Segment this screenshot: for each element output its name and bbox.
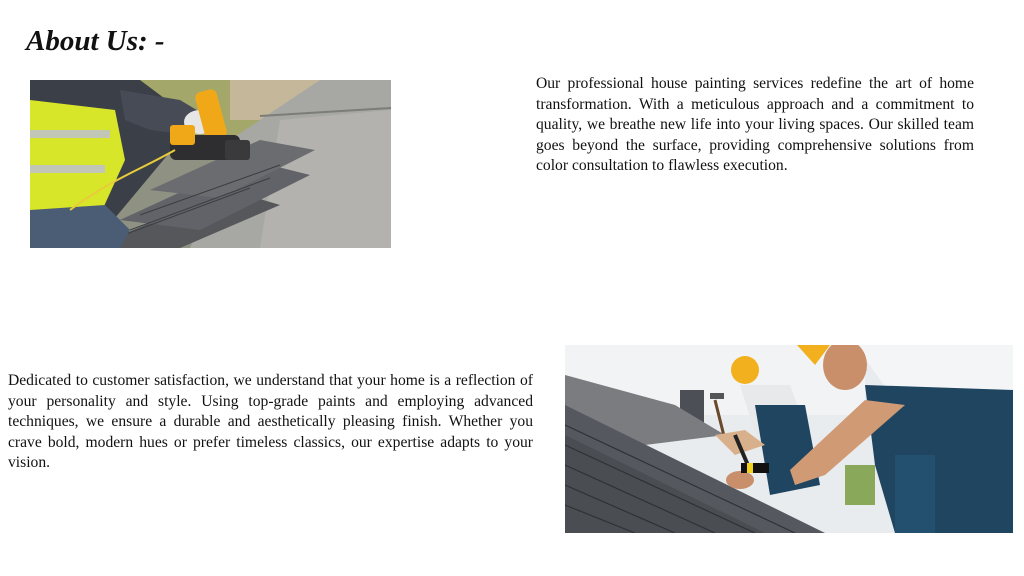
roofers-hammering-illustration bbox=[565, 345, 1013, 533]
roofers-hammering-photo bbox=[565, 345, 1013, 533]
about-paragraph-satisfaction: Dedicated to customer satisfaction, we understand that your home is a reflection of your personality and style. Using top-grade paints and employing advanced techniques, we ensure a durable and aesthetically pleasing finish. Whether you crave bold, modern hues or prefer timeless classics, our expertise adapts to your vision. bbox=[8, 372, 533, 471]
roofer-nail-gun-illustration bbox=[30, 80, 391, 248]
roofer-nail-gun-photo bbox=[30, 80, 391, 248]
page-title: About Us: - bbox=[26, 25, 165, 57]
about-paragraph-services: Our professional house painting services redefine the art of home transformation. With a meticulous approach and a commitment to quality, we breathe new life into your living spaces. Our skilled team goes beyond the surface, providing comprehensive solutions from color consultation to flawless execution. bbox=[536, 75, 974, 174]
